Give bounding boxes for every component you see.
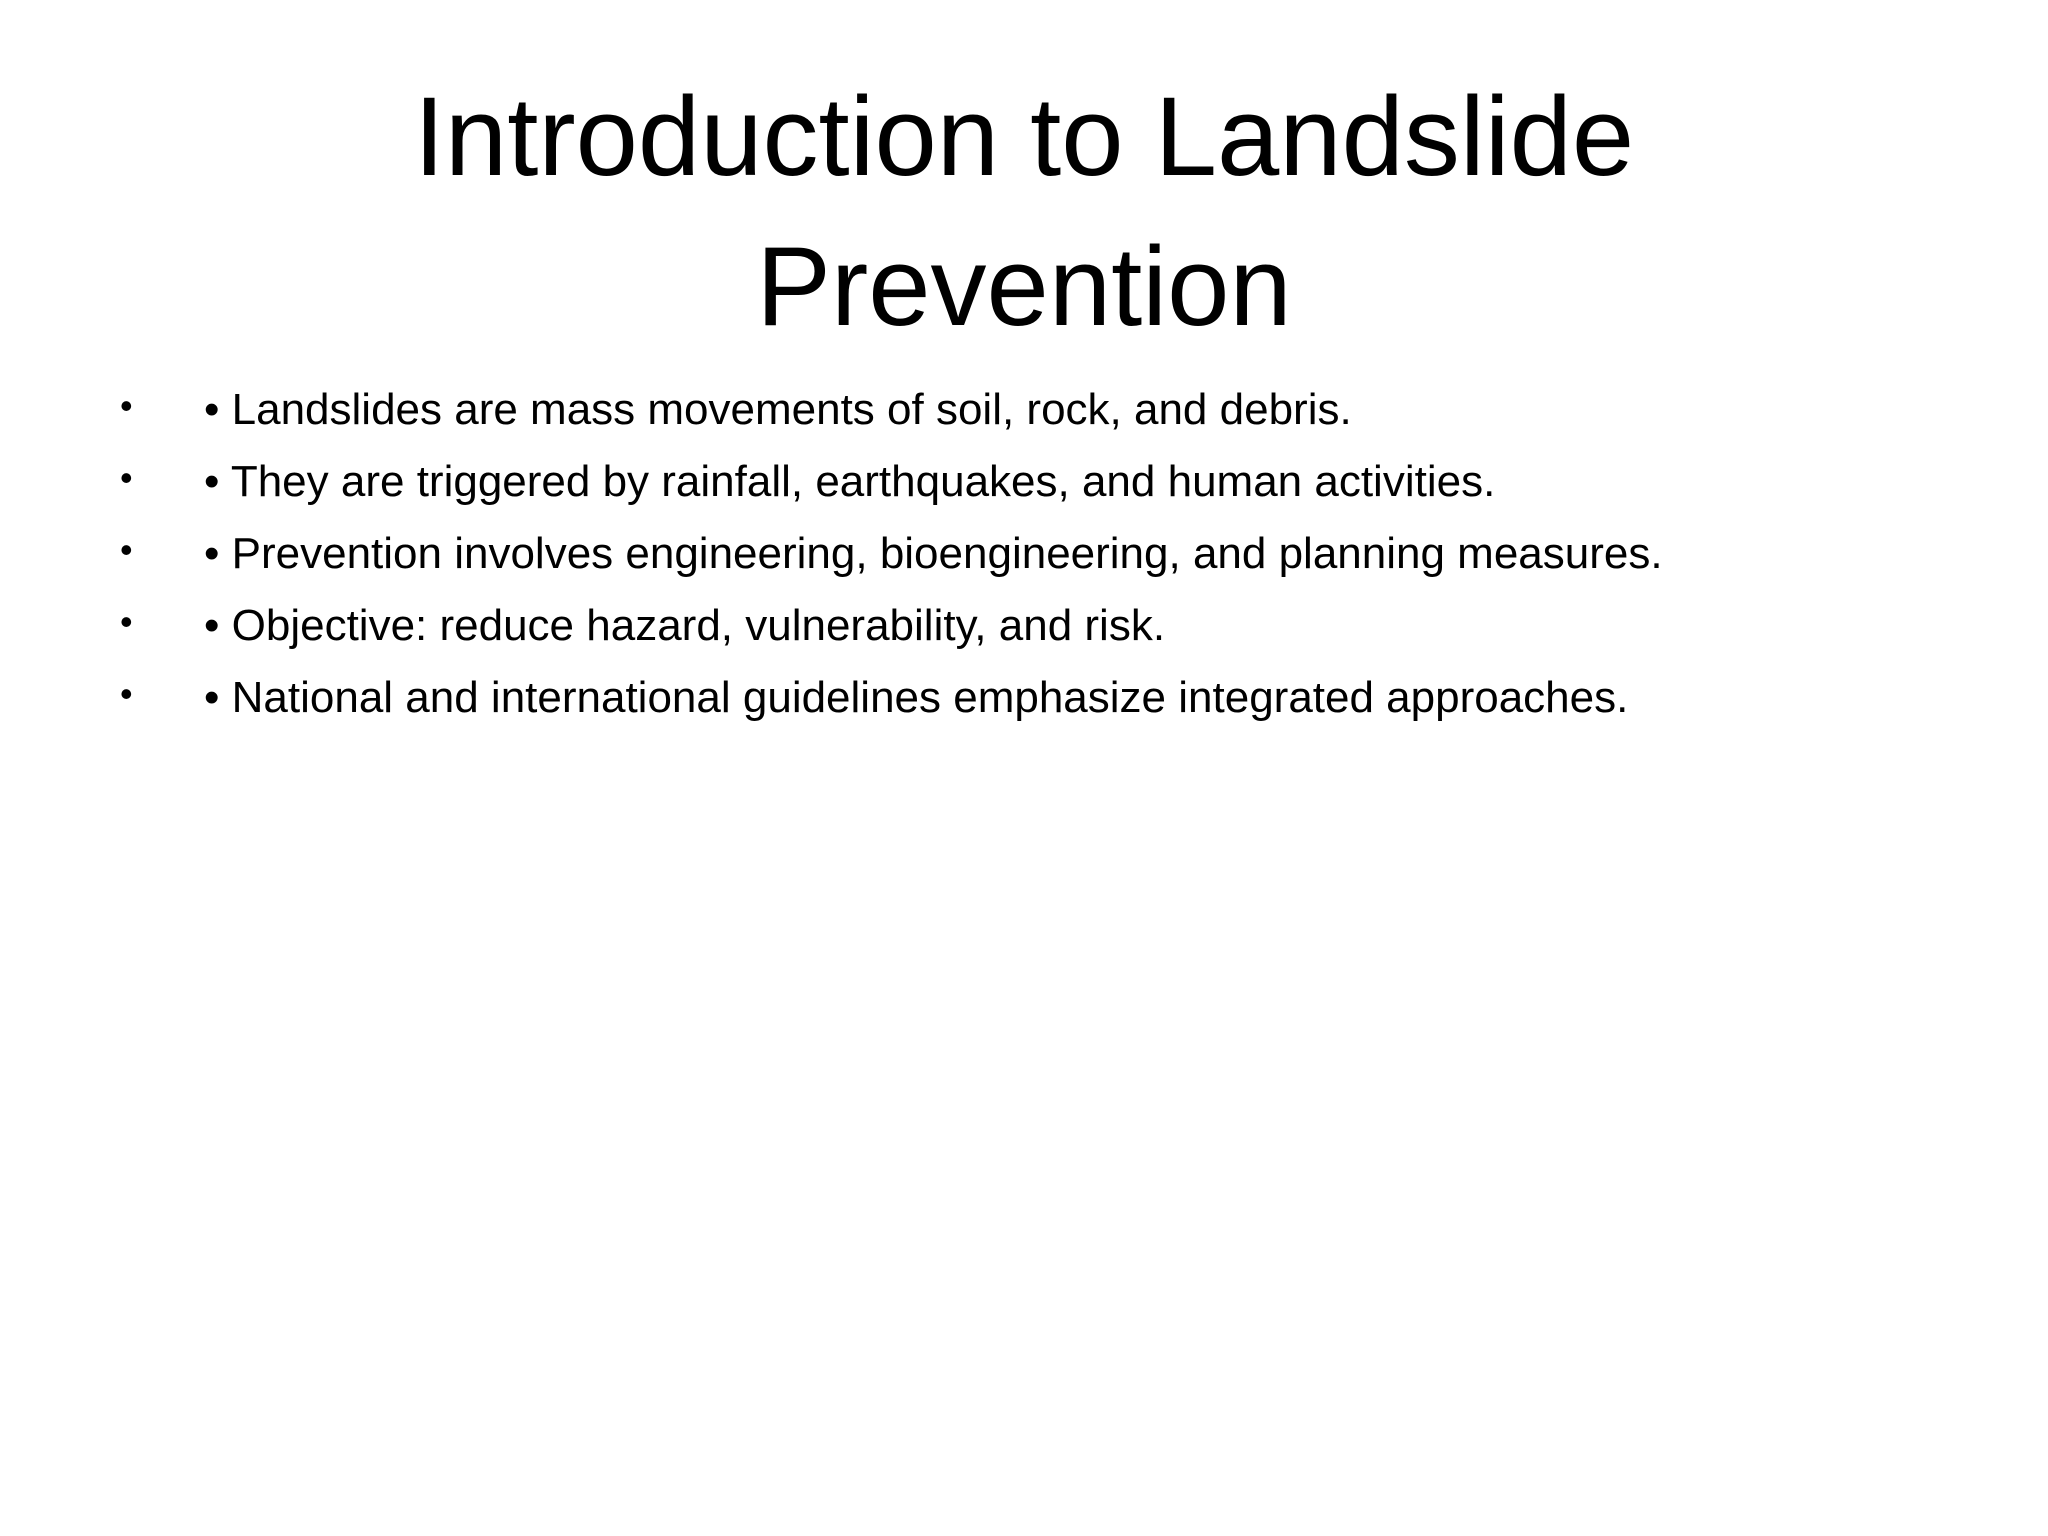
bullet-item	[120, 374, 1920, 446]
bullet-marker: •	[120, 673, 133, 714]
bullet-marker: •	[120, 529, 133, 570]
bullet-text: • They are triggered by rainfall, earthquakes, and human activities.	[204, 457, 1496, 506]
bullet-text: • Landslides are mass movements of soil, rock, and debris.	[204, 385, 1352, 434]
bullet-item	[120, 590, 1920, 662]
bullet-item	[120, 662, 1920, 734]
slide-title	[160, 62, 1888, 362]
bullet-marker: •	[120, 457, 133, 498]
bullet-text: • Prevention involves engineering, bioengineering, and planning measures.	[204, 529, 1663, 578]
bullet-marker: •	[120, 385, 133, 426]
bullet-list	[120, 374, 1920, 734]
bullet-item	[120, 518, 1920, 590]
bullet-item	[120, 446, 1920, 518]
bullet-text: • National and international guidelines emphasize integrated approaches.	[204, 673, 1629, 722]
bullet-text: • Objective: reduce hazard, vulnerability, and risk.	[204, 601, 1166, 650]
slide-title-line-2: Prevention	[756, 224, 1292, 349]
slide-title-line-1: Introduction to Landslide	[413, 74, 1635, 199]
bullet-marker: •	[120, 601, 133, 642]
